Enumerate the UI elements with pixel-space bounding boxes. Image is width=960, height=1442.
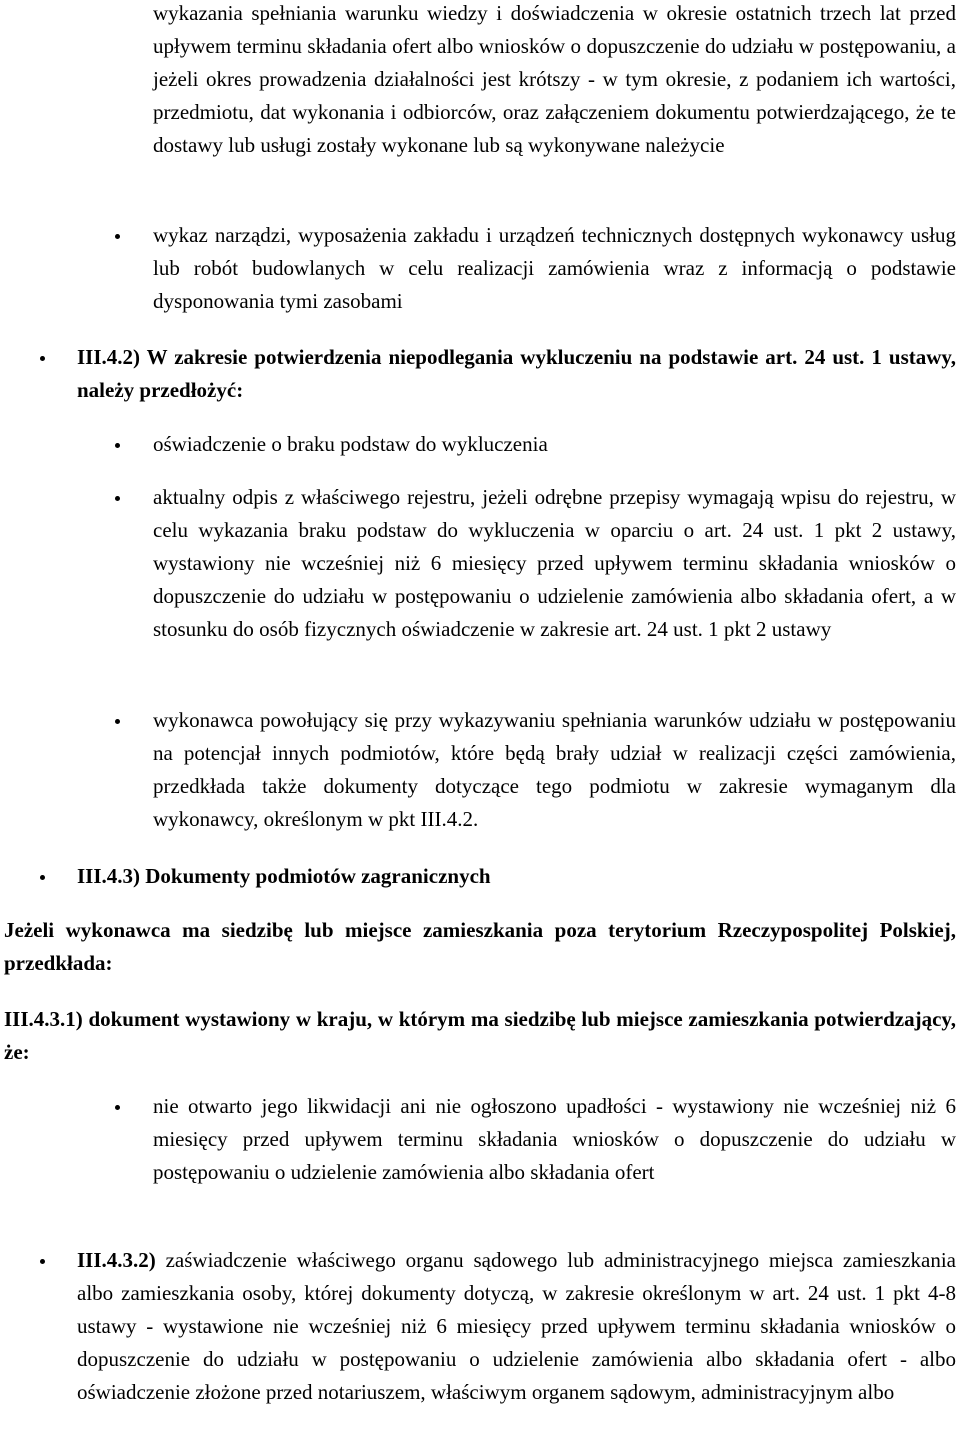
bullet-icon	[115, 496, 120, 501]
bullet-icon	[115, 719, 120, 724]
paragraph-text: zaświadczenie właściwego organu sądowego lub administracyjnego miejsca zamieszkania albo zamieszkania osoby, której dokumenty dotyczą, w zakresie określonym w art. 24 ust. 1 pkt 4-8 ustawy - wystawione nie wcześniej niż 6 miesięcy przed upływem terminu składania wniosków o dopuszczenie do udziału w postępowaniu o udzielenie zamówienia albo składania ofert - albo oświadczenie złożone przed notariuszem, właściwym organem sądowym, administracyjnym albo	[77, 1248, 956, 1404]
paragraph-experience-list	[153, 0, 956, 162]
section-heading-III-4-3-1	[4, 1003, 956, 1069]
section-heading-III-4-2	[77, 341, 956, 407]
paragraph-text: wykonawca powołujący się przy wykazywaniu spełniania warunków udziału w postępowaniu na potencjał innych podmiotów, które będą brały udział w realizacji części zamówienia, przedkłada także dokumenty dotyczące tego podmiotu w zakresie wymaganym dla wykonawcy, określonym w pkt III.4.2.	[153, 708, 956, 831]
paragraph-third-party-resources	[153, 704, 956, 836]
bullet-icon	[115, 1105, 120, 1110]
bullet-icon	[115, 443, 120, 448]
paragraph-III-4-3-2	[77, 1244, 956, 1409]
heading-text: III.4.2) W zakresie potwierdzenia niepodlegania wykluczeniu na podstawie art. 24 ust. 1 ustawy, należy przedłożyć:	[77, 345, 956, 402]
section-number: III.4.3.2)	[77, 1248, 156, 1272]
paragraph-no-liquidation	[153, 1090, 956, 1189]
bullet-icon	[115, 234, 120, 239]
paragraph-text: wykaz narządzi, wyposażenia zakładu i urządzeń technicznych dostępnych wykonawcy usług lub robót budowlanych w celu realizacji zamówienia wraz z informacją o podstawie dysponowania tymi zasobami	[153, 223, 956, 313]
paragraph-no-exclusion-statement	[153, 428, 956, 461]
section-heading-III-4-3	[77, 860, 956, 893]
bullet-icon	[40, 1259, 45, 1264]
paragraph-tools-list	[153, 219, 956, 318]
paragraph-foreign-contractor	[4, 914, 956, 980]
heading-text: III.4.3.1) dokument wystawiony w kraju, w którym ma siedzibę lub miejsce zamieszkania potwierdzający, że:	[4, 1007, 956, 1064]
paragraph-text: oświadczenie o braku podstaw do wykluczenia	[153, 432, 548, 456]
paragraph-text: aktualny odpis z właściwego rejestru, jeżeli odrębne przepisy wymagają wpisu do rejestru, w celu wykazania braku podstaw do wykluczenia w oparciu o art. 24 ust. 1 pkt 2 ustawy, wystawiony nie wcześniej niż 6 miesięcy przed upływem terminu składania wniosków o dopuszczenie do udziału w postępowaniu o udzielenie zamówienia albo składania ofert, a w stosunku do osób fizycznych oświadczenie w zakresie art. 24 ust. 1 pkt 2 ustawy	[153, 485, 956, 641]
paragraph-text: Jeżeli wykonawca ma siedzibę lub miejsce zamieszkania poza terytorium Rzeczypospolitej Polskiej, przedkłada:	[4, 918, 956, 975]
paragraph-register-extract	[153, 481, 956, 646]
paragraph-text: wykazania spełniania warunku wiedzy i doświadczenia w okresie ostatnich trzech lat przed upływem terminu składania ofert albo wniosków o dopuszczenie do udziału w postępowaniu, a jeżeli okres prowadzenia działalności jest krótszy - w tym okresie, z podaniem ich wartości, przedmiotu, dat wykonania i odbiorców, oraz załączeniem dokumentu potwierdzającego, że te dostawy lub usługi zostały wykonane lub są wykonywane należycie	[153, 1, 956, 157]
heading-text: III.4.3) Dokumenty podmiotów zagranicznych	[77, 864, 491, 888]
bullet-icon	[40, 875, 45, 880]
bullet-icon	[40, 356, 45, 361]
paragraph-text: nie otwarto jego likwidacji ani nie ogłoszono upadłości - wystawiony nie wcześniej niż 6 miesięcy przed upływem terminu składania wniosków o dopuszczenie do udziału w postępowaniu o udzielenie zamówienia albo składania ofert	[153, 1094, 956, 1184]
